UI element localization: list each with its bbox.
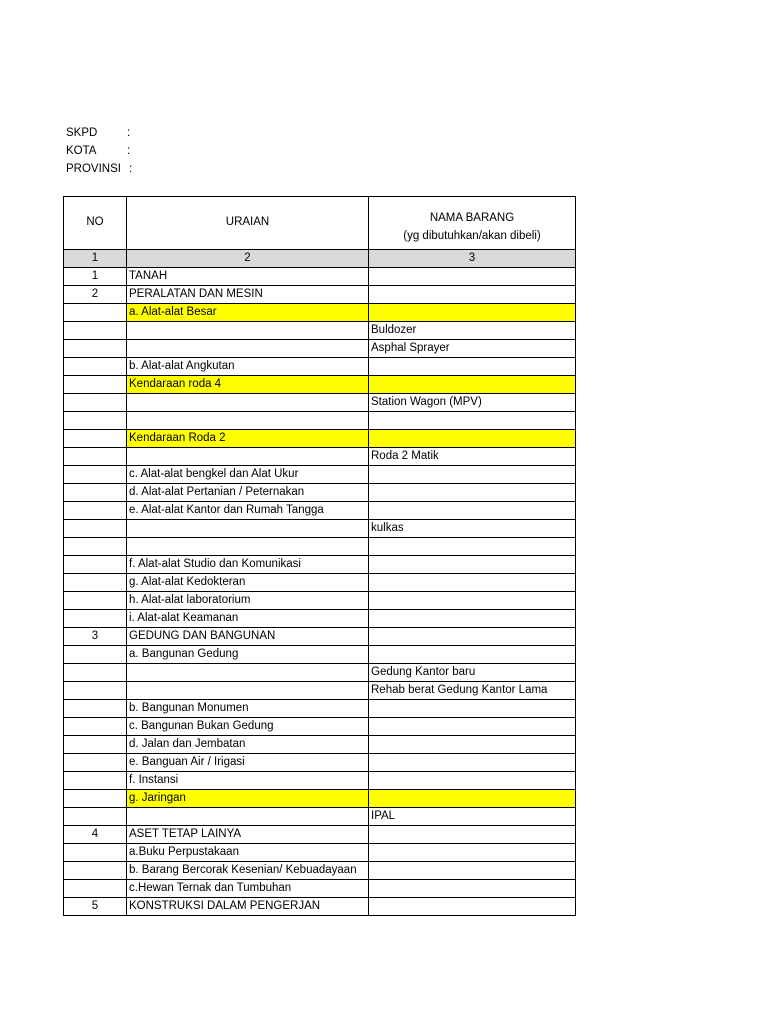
cell-uraian: e. Banguan Air / Irigasi xyxy=(127,754,369,772)
cell-uraian xyxy=(127,664,369,682)
table-row xyxy=(64,862,576,880)
cell-no xyxy=(64,682,127,700)
cell-no xyxy=(64,880,127,898)
table-row xyxy=(64,466,576,484)
cell-uraian xyxy=(127,520,369,538)
header-nama-barang xyxy=(369,197,576,250)
cell-nama-barang xyxy=(369,700,576,718)
cell-nama-barang xyxy=(369,880,576,898)
table-row xyxy=(64,772,576,790)
cell-no xyxy=(64,574,127,592)
cell-nama-barang xyxy=(369,736,576,754)
cell-no xyxy=(64,502,127,520)
cell-uraian xyxy=(127,448,369,466)
table-row xyxy=(64,736,576,754)
cell-uraian xyxy=(127,538,369,556)
cell-uraian: c. Alat-alat bengkel dan Alat Ukur xyxy=(127,466,369,484)
cell-uraian: g. Jaringan xyxy=(127,790,369,808)
table-row xyxy=(64,304,576,322)
cell-nama-barang xyxy=(369,268,576,286)
cell-no xyxy=(64,736,127,754)
table-row xyxy=(64,376,576,394)
table-row xyxy=(64,880,576,898)
header-no: NO xyxy=(64,197,127,250)
cell-uraian: a. Bangunan Gedung xyxy=(127,646,369,664)
info-label: KOTA xyxy=(66,145,97,157)
cell-uraian: TANAH xyxy=(127,268,369,286)
cell-uraian: i. Alat-alat Keamanan xyxy=(127,610,369,628)
cell-uraian: Kendaraan Roda 2 xyxy=(127,430,369,448)
cell-no xyxy=(64,646,127,664)
table-row xyxy=(64,808,576,826)
cell-no xyxy=(64,862,127,880)
cell-no xyxy=(64,610,127,628)
cell-nama-barang: Roda 2 Matik xyxy=(369,448,576,466)
cell-uraian: a. Alat-alat Besar xyxy=(127,304,369,322)
table-header-row xyxy=(64,197,576,250)
cell-nama-barang xyxy=(369,538,576,556)
cell-uraian: Kendaraan roda 4 xyxy=(127,376,369,394)
table-row xyxy=(64,646,576,664)
cell-nama-barang: Rehab berat Gedung Kantor Lama xyxy=(369,682,576,700)
table-row xyxy=(64,340,576,358)
table-row xyxy=(64,628,576,646)
table-row xyxy=(64,358,576,376)
table-row xyxy=(64,484,576,502)
table-row xyxy=(64,664,576,682)
cell-uraian: GEDUNG DAN BANGUNAN xyxy=(127,628,369,646)
cell-nama-barang: Station Wagon (MPV) xyxy=(369,394,576,412)
cell-uraian xyxy=(127,682,369,700)
cell-nama-barang: kulkas xyxy=(369,520,576,538)
cell-nama-barang xyxy=(369,628,576,646)
table-row xyxy=(64,754,576,772)
cell-uraian: KONSTRUKSI DALAM PENGERJAN xyxy=(127,898,369,916)
cell-uraian: c.Hewan Ternak dan Tumbuhan xyxy=(127,880,369,898)
table-row xyxy=(64,268,576,286)
cell-no xyxy=(64,790,127,808)
index-cell: 1 xyxy=(64,250,127,268)
cell-nama-barang xyxy=(369,610,576,628)
cell-no xyxy=(64,844,127,862)
cell-uraian: b. Bangunan Monumen xyxy=(127,700,369,718)
column-index-row xyxy=(64,250,576,268)
cell-uraian: e. Alat-alat Kantor dan Rumah Tangga xyxy=(127,502,369,520)
cell-uraian: d. Jalan dan Jembatan xyxy=(127,736,369,754)
cell-no xyxy=(64,700,127,718)
cell-uraian: d. Alat-alat Pertanian / Peternakan xyxy=(127,484,369,502)
cell-nama-barang xyxy=(369,358,576,376)
info-colon: : xyxy=(127,127,131,139)
table-row xyxy=(64,574,576,592)
cell-nama-barang xyxy=(369,304,576,322)
cell-no xyxy=(64,664,127,682)
cell-no xyxy=(64,538,127,556)
cell-nama-barang xyxy=(369,430,576,448)
table-row xyxy=(64,322,576,340)
cell-nama-barang: Gedung Kantor baru xyxy=(369,664,576,682)
cell-nama-barang xyxy=(369,898,576,916)
cell-nama-barang xyxy=(369,574,576,592)
cell-nama-barang xyxy=(369,412,576,430)
cell-nama-barang xyxy=(369,754,576,772)
header-nama-line2: (yg dibutuhkan/akan dibeli) xyxy=(403,230,541,242)
table-row xyxy=(64,700,576,718)
cell-no xyxy=(64,340,127,358)
cell-no xyxy=(64,430,127,448)
cell-no xyxy=(64,754,127,772)
cell-uraian: g. Alat-alat Kedokteran xyxy=(127,574,369,592)
cell-nama-barang xyxy=(369,376,576,394)
cell-no xyxy=(64,556,127,574)
cell-no xyxy=(64,412,127,430)
index-cell: 2 xyxy=(127,250,369,268)
cell-nama-barang xyxy=(369,718,576,736)
cell-uraian: f. Instansi xyxy=(127,772,369,790)
table-row xyxy=(64,718,576,736)
cell-no xyxy=(64,376,127,394)
cell-no xyxy=(64,304,127,322)
items-table xyxy=(63,196,576,916)
table-row xyxy=(64,790,576,808)
info-colon: : xyxy=(129,163,133,175)
cell-no xyxy=(64,808,127,826)
table-row xyxy=(64,844,576,862)
cell-nama-barang xyxy=(369,286,576,304)
cell-uraian xyxy=(127,394,369,412)
cell-no xyxy=(64,484,127,502)
cell-uraian xyxy=(127,340,369,358)
cell-nama-barang xyxy=(369,772,576,790)
table-row xyxy=(64,556,576,574)
table-row xyxy=(64,448,576,466)
document-info xyxy=(66,124,206,178)
cell-no xyxy=(64,448,127,466)
cell-no xyxy=(64,358,127,376)
cell-no xyxy=(64,772,127,790)
cell-no: 1 xyxy=(64,268,127,286)
header-uraian: URAIAN xyxy=(127,197,369,250)
cell-no xyxy=(64,718,127,736)
cell-uraian: ASET TETAP LAINYA xyxy=(127,826,369,844)
cell-no: 5 xyxy=(64,898,127,916)
header-nama-line1: NAMA BARANG xyxy=(429,212,515,224)
cell-nama-barang xyxy=(369,826,576,844)
cell-uraian: b. Barang Bercorak Kesenian/ Kebuadayaan xyxy=(127,862,369,880)
cell-nama-barang xyxy=(369,790,576,808)
cell-nama-barang xyxy=(369,862,576,880)
cell-no xyxy=(64,394,127,412)
table-row xyxy=(64,898,576,916)
table-row xyxy=(64,430,576,448)
table-row xyxy=(64,682,576,700)
info-row-kota xyxy=(66,142,206,160)
cell-nama-barang: Buldozer xyxy=(369,322,576,340)
cell-uraian xyxy=(127,808,369,826)
info-row-provinsi xyxy=(66,160,206,178)
cell-nama-barang xyxy=(369,484,576,502)
cell-no xyxy=(64,322,127,340)
cell-uraian: a.Buku Perpustakaan xyxy=(127,844,369,862)
cell-uraian: h. Alat-alat laboratorium xyxy=(127,592,369,610)
cell-uraian: b. Alat-alat Angkutan xyxy=(127,358,369,376)
table-row xyxy=(64,502,576,520)
table-row xyxy=(64,826,576,844)
info-label: PROVINSI xyxy=(66,163,121,175)
cell-nama-barang xyxy=(369,646,576,664)
cell-no xyxy=(64,466,127,484)
cell-no: 2 xyxy=(64,286,127,304)
index-cell: 3 xyxy=(369,250,576,268)
table-row xyxy=(64,286,576,304)
table-row xyxy=(64,394,576,412)
cell-uraian xyxy=(127,412,369,430)
cell-nama-barang: IPAL xyxy=(369,808,576,826)
cell-no: 3 xyxy=(64,628,127,646)
table-row xyxy=(64,412,576,430)
cell-uraian: PERALATAN DAN MESIN xyxy=(127,286,369,304)
cell-nama-barang xyxy=(369,556,576,574)
table-row xyxy=(64,538,576,556)
cell-nama-barang xyxy=(369,466,576,484)
table-row xyxy=(64,520,576,538)
table-row xyxy=(64,592,576,610)
cell-uraian xyxy=(127,322,369,340)
cell-no: 4 xyxy=(64,826,127,844)
table-row xyxy=(64,610,576,628)
cell-no xyxy=(64,592,127,610)
info-row-skpd xyxy=(66,124,206,142)
cell-no xyxy=(64,520,127,538)
cell-uraian: f. Alat-alat Studio dan Komunikasi xyxy=(127,556,369,574)
info-colon: : xyxy=(127,145,131,157)
cell-nama-barang xyxy=(369,502,576,520)
info-label: SKPD xyxy=(66,127,98,139)
cell-nama-barang xyxy=(369,844,576,862)
cell-uraian: c. Bangunan Bukan Gedung xyxy=(127,718,369,736)
cell-nama-barang xyxy=(369,592,576,610)
cell-nama-barang: Asphal Sprayer xyxy=(369,340,576,358)
